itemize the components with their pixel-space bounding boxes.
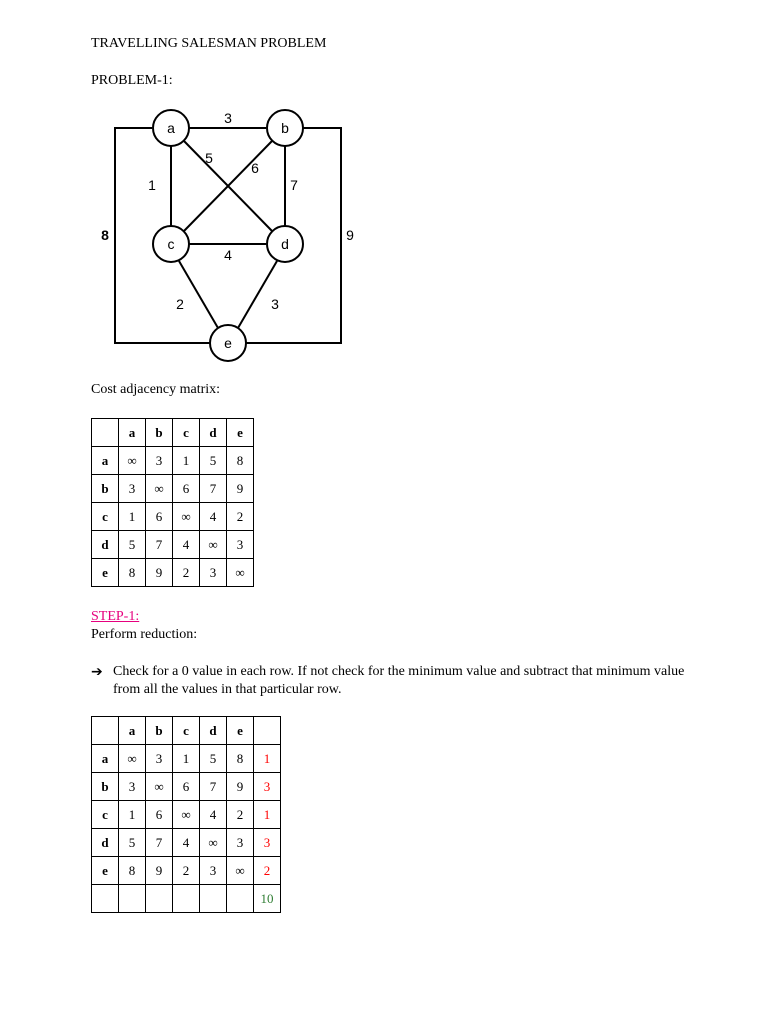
row-header: c bbox=[92, 503, 119, 531]
arrow-bullet-icon: ➔ bbox=[91, 664, 103, 680]
table-row bbox=[92, 801, 281, 829]
table-cell: 3 bbox=[227, 531, 254, 559]
column-header: a bbox=[119, 419, 146, 447]
weight-a-d: 5 bbox=[205, 150, 213, 166]
empty-cell bbox=[92, 885, 119, 913]
table-cell: 4 bbox=[200, 503, 227, 531]
table-cell: 3 bbox=[200, 559, 227, 587]
row-min-cell: 3 bbox=[254, 829, 281, 857]
instruction-text: Check for a 0 value in each row. If not check for the minimum value and subtract that minimum value from all the values in that particular row. bbox=[113, 664, 685, 697]
column-header: d bbox=[200, 717, 227, 745]
table-row bbox=[92, 745, 281, 773]
cost-adjacency-matrix bbox=[91, 418, 254, 587]
page-title: TRAVELLING SALESMAN PROBLEM bbox=[91, 36, 327, 51]
empty-cell bbox=[119, 885, 146, 913]
node-b-label: b bbox=[281, 120, 289, 136]
empty-cell bbox=[146, 885, 173, 913]
problem-label: PROBLEM-1: bbox=[91, 73, 173, 88]
weight-d-e: 3 bbox=[271, 296, 279, 312]
table-cell: 9 bbox=[227, 475, 254, 503]
row-header: d bbox=[92, 531, 119, 559]
edge-c-e bbox=[179, 261, 218, 328]
table-cell: 6 bbox=[146, 503, 173, 531]
empty-cell bbox=[200, 885, 227, 913]
weight-c-e: 2 bbox=[176, 296, 184, 312]
row-min-cell: 1 bbox=[254, 801, 281, 829]
edge-d-e bbox=[238, 261, 277, 328]
table-cell: 7 bbox=[200, 773, 227, 801]
table-header-row bbox=[92, 419, 254, 447]
column-header: c bbox=[173, 717, 200, 745]
table-cell: 2 bbox=[227, 801, 254, 829]
table-cell: ∞ bbox=[200, 829, 227, 857]
row-header: b bbox=[92, 475, 119, 503]
table-row bbox=[92, 857, 281, 885]
table-cell: ∞ bbox=[146, 475, 173, 503]
table-row bbox=[92, 829, 281, 857]
table-row bbox=[92, 531, 254, 559]
weight-b-c: 6 bbox=[251, 160, 259, 176]
instruction-item bbox=[91, 663, 691, 699]
row-header: e bbox=[92, 559, 119, 587]
weight-a-b: 3 bbox=[224, 110, 232, 126]
table-cell: ∞ bbox=[119, 447, 146, 475]
table-cell: 1 bbox=[119, 801, 146, 829]
row-min-cell: 2 bbox=[254, 857, 281, 885]
table-cell: 6 bbox=[146, 801, 173, 829]
table-cell: ∞ bbox=[173, 503, 200, 531]
table-cell: 6 bbox=[173, 475, 200, 503]
table-cell: 8 bbox=[119, 857, 146, 885]
table-cell: 3 bbox=[119, 773, 146, 801]
row-header: d bbox=[92, 829, 119, 857]
table-row bbox=[92, 475, 254, 503]
table-row bbox=[92, 559, 254, 587]
table-cell: 7 bbox=[146, 829, 173, 857]
table-cell: 3 bbox=[119, 475, 146, 503]
column-header: e bbox=[227, 419, 254, 447]
node-e-label: e bbox=[224, 335, 232, 351]
column-header: a bbox=[119, 717, 146, 745]
weight-b-e: 9 bbox=[346, 227, 354, 243]
corner-cell bbox=[92, 419, 119, 447]
table-cell: ∞ bbox=[119, 745, 146, 773]
table-cell: 8 bbox=[227, 447, 254, 475]
table-row bbox=[92, 503, 254, 531]
table-cell: 2 bbox=[173, 559, 200, 587]
table-cell: 5 bbox=[200, 447, 227, 475]
step-description: Perform reduction: bbox=[91, 627, 198, 642]
table-cell: 3 bbox=[146, 447, 173, 475]
matrix-caption: Cost adjacency matrix: bbox=[91, 382, 221, 397]
empty-cell bbox=[227, 885, 254, 913]
graph-diagram bbox=[92, 108, 392, 368]
table-header-row bbox=[92, 717, 281, 745]
column-header: b bbox=[146, 419, 173, 447]
table-cell: 3 bbox=[200, 857, 227, 885]
table-cell: 4 bbox=[173, 829, 200, 857]
weight-c-d: 4 bbox=[224, 247, 232, 263]
table-cell: 2 bbox=[173, 857, 200, 885]
table-cell: ∞ bbox=[227, 559, 254, 587]
table-cell: 6 bbox=[173, 773, 200, 801]
table-cell: 7 bbox=[200, 475, 227, 503]
weight-b-d: 7 bbox=[290, 177, 298, 193]
column-header: e bbox=[227, 717, 254, 745]
step-label: STEP-1: bbox=[91, 609, 140, 624]
table-cell: 3 bbox=[227, 829, 254, 857]
table-cell: 7 bbox=[146, 531, 173, 559]
table-cell: 2 bbox=[227, 503, 254, 531]
table-total-row bbox=[92, 885, 281, 913]
weight-a-e: 8 bbox=[101, 227, 109, 243]
table-cell: 9 bbox=[146, 559, 173, 587]
row-header: a bbox=[92, 745, 119, 773]
table-row bbox=[92, 773, 281, 801]
column-header: c bbox=[173, 419, 200, 447]
table-cell: 5 bbox=[119, 531, 146, 559]
reduction-total-cell: 10 bbox=[254, 885, 281, 913]
table-cell: 1 bbox=[173, 447, 200, 475]
row-reduction-matrix bbox=[91, 716, 281, 913]
table-cell: 1 bbox=[119, 503, 146, 531]
table-cell: 8 bbox=[119, 559, 146, 587]
min-column-header bbox=[254, 717, 281, 745]
node-c-label: c bbox=[167, 236, 175, 252]
column-header: d bbox=[200, 419, 227, 447]
row-header: b bbox=[92, 773, 119, 801]
table-cell: ∞ bbox=[200, 531, 227, 559]
table-cell: ∞ bbox=[146, 773, 173, 801]
table-cell: 9 bbox=[227, 773, 254, 801]
table-cell: ∞ bbox=[227, 857, 254, 885]
row-header: c bbox=[92, 801, 119, 829]
table-cell: 1 bbox=[173, 745, 200, 773]
weight-a-c: 1 bbox=[148, 177, 156, 193]
table-cell: 9 bbox=[146, 857, 173, 885]
table-cell: 4 bbox=[173, 531, 200, 559]
table-cell: 4 bbox=[200, 801, 227, 829]
row-header: a bbox=[92, 447, 119, 475]
node-d-label: d bbox=[281, 236, 289, 252]
table-row bbox=[92, 447, 254, 475]
row-min-cell: 3 bbox=[254, 773, 281, 801]
table-cell: ∞ bbox=[173, 801, 200, 829]
node-a-label: a bbox=[167, 120, 175, 136]
empty-cell bbox=[173, 885, 200, 913]
table-cell: 8 bbox=[227, 745, 254, 773]
table-cell: 3 bbox=[146, 745, 173, 773]
table-cell: 5 bbox=[119, 829, 146, 857]
corner-cell bbox=[92, 717, 119, 745]
row-min-cell: 1 bbox=[254, 745, 281, 773]
table-cell: 5 bbox=[200, 745, 227, 773]
column-header: b bbox=[146, 717, 173, 745]
row-header: e bbox=[92, 857, 119, 885]
